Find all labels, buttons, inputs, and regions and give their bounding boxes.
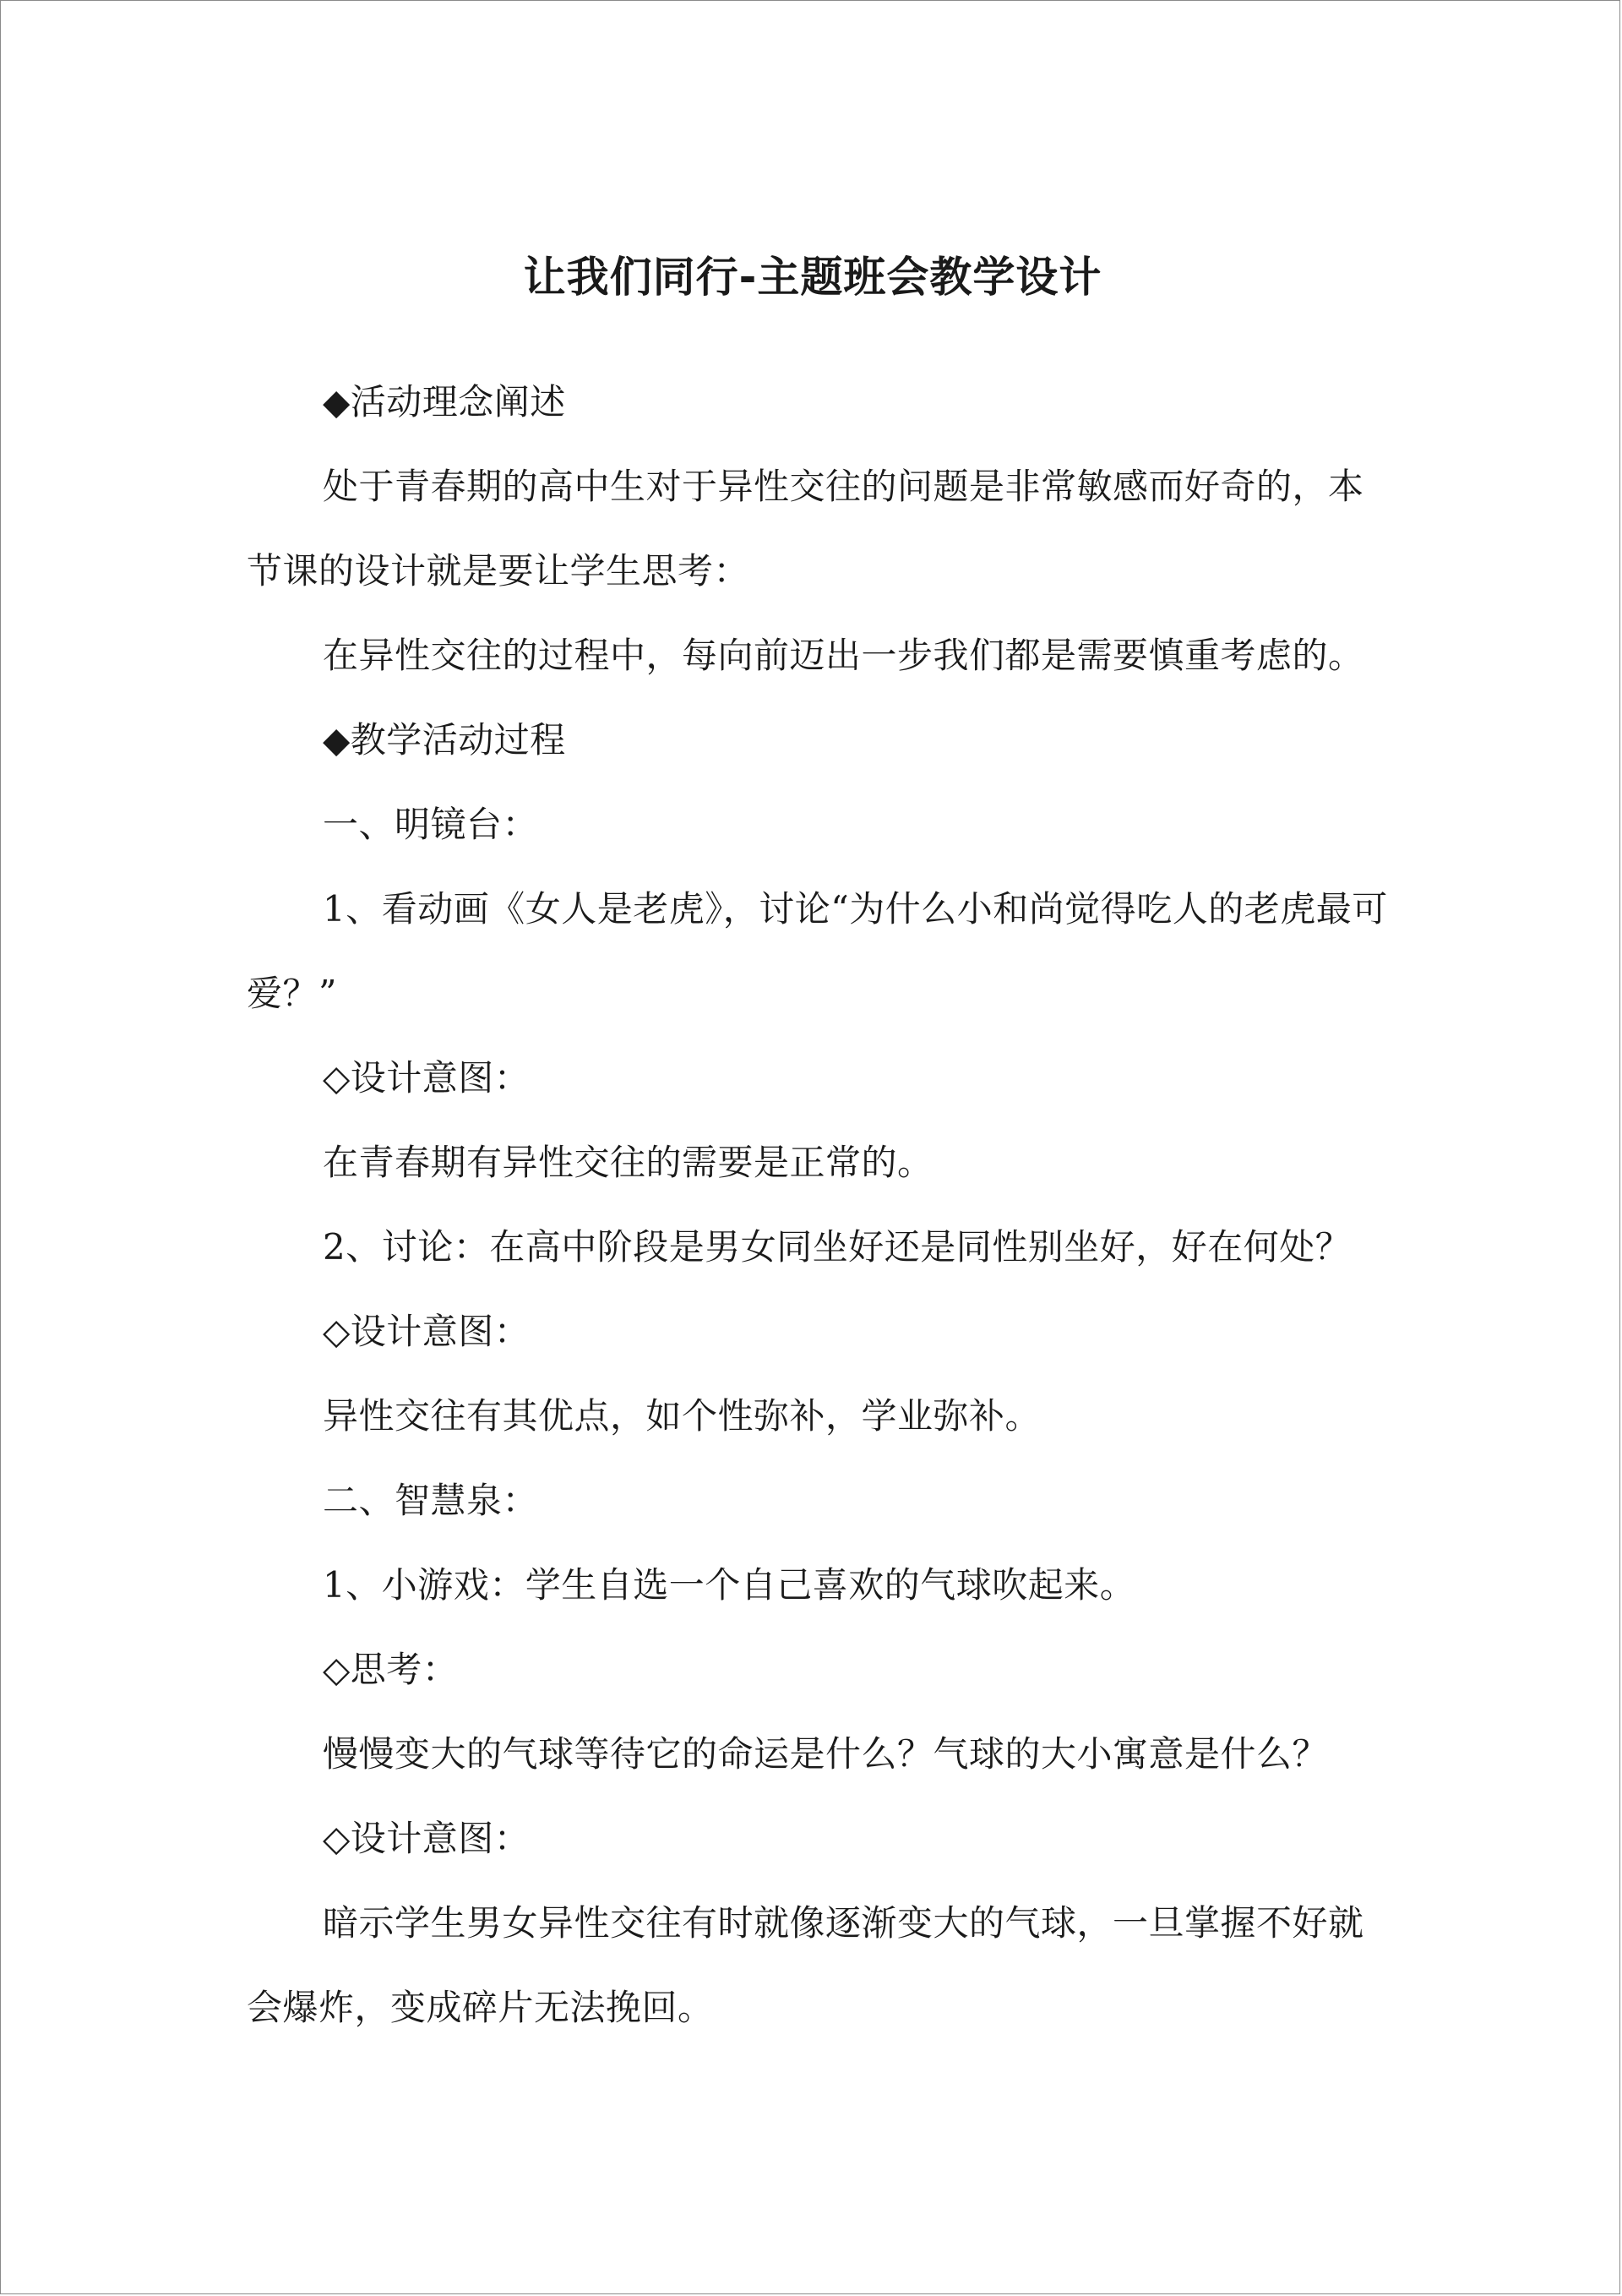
design-intent-text-3: 暗示学生男女异性交往有时就像逐渐变大的气球，一旦掌握不好就会爆炸，变成碎片无法挽回。 <box>247 1902 1364 2028</box>
think-text: 慢慢变大的气球等待它的命运是什么？气球的大小寓意是什么？ <box>323 1733 1329 1775</box>
section-heading-activity-concept: ◆活动理念阐述 <box>323 381 566 423</box>
design-intent-label-3: ◇设计意图： <box>323 1818 531 1859</box>
think-label: ◇思考： <box>323 1649 459 1690</box>
paragraph-concept-description: 处于青春期的高中生对于异性交往的问题是非常敏感而好奇的，本节课的设计就是要让学生思考： <box>247 466 1364 592</box>
paragraph-activity-1: 1、看动画《女人是老虎》，讨论“为什么小和尚觉得吃人的老虎最可爱？” <box>247 888 1388 1014</box>
paragraph-activity-2: 2、讨论：在高中阶段是男女同坐好还是同性别坐好，好在何处？ <box>323 1226 1352 1268</box>
subsection-heading-mirror: 一、明镜台： <box>323 804 539 845</box>
subsection-heading-wisdom: 二、智慧泉： <box>323 1480 539 1521</box>
design-intent-text-2: 异性交往有其优点，如个性弥补，学业弥补。 <box>323 1395 1042 1437</box>
section-heading-teaching-process: ◆教学活动过程 <box>323 719 566 761</box>
document-title: 让我们同行-主题班会教学设计 <box>523 253 1102 302</box>
design-intent-label-1: ◇设计意图： <box>323 1057 531 1099</box>
design-intent-text-1: 在青春期有异性交往的需要是正常的。 <box>323 1142 933 1183</box>
paragraph-concept-thinking: 在异性交往的过程中，每向前迈出一步我们都是需要慎重考虑的。 <box>323 635 1364 676</box>
design-intent-label-2: ◇设计意图： <box>323 1311 531 1352</box>
paragraph-game: 1、小游戏：学生自选一个自己喜欢的气球吹起来。 <box>323 1564 1136 1606</box>
